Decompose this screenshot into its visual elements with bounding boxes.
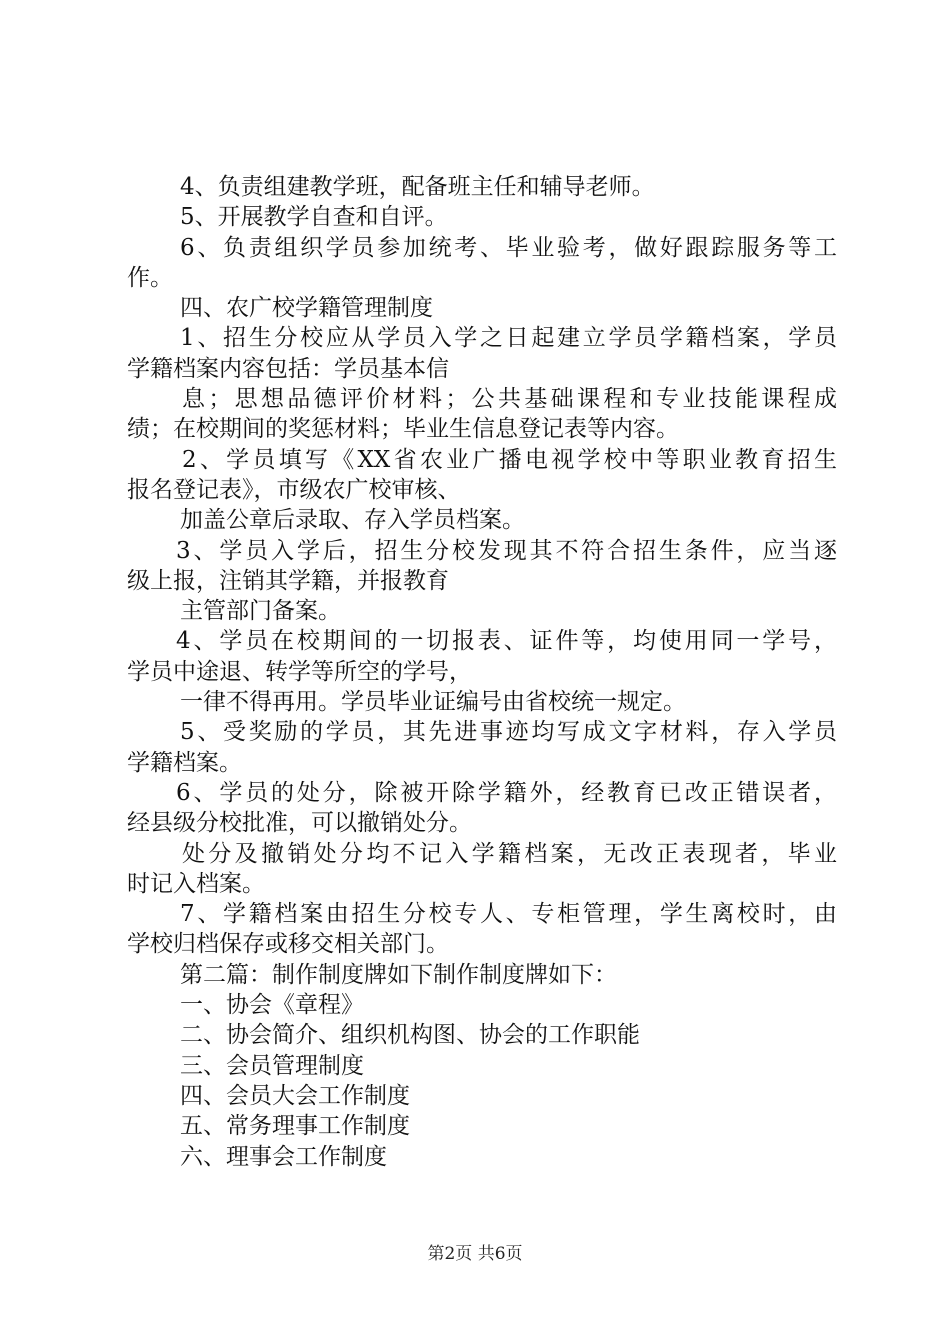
text-line: 加盖公章后录取、存入学员档案。 xyxy=(180,507,525,534)
text-line: 五、常务理事工作制度 xyxy=(180,1113,410,1140)
text-line: 1、招生分校应从学员入学之日起建立学员学籍档案，学员 xyxy=(180,325,837,352)
text-line: 5、开展教学自查和自评。 xyxy=(180,204,448,231)
text-line: 级上报，注销其学籍，并报教育 xyxy=(127,567,449,594)
document-body xyxy=(127,172,837,1172)
text-line: 三、会员管理制度 xyxy=(180,1052,364,1079)
text-line: 2、学员填写《XX省农业广播电视学校中等职业教育招生 xyxy=(182,446,837,473)
text-line: 绩；在校期间的奖惩材料；毕业生信息登记表等内容。 xyxy=(127,416,679,443)
text-line: 时记入档案。 xyxy=(127,870,265,897)
text-line: 4、学员在校期间的一切报表、证件等，均使用同一学号， xyxy=(176,628,837,655)
text-line: 六、理事会工作制度 xyxy=(180,1143,387,1170)
text-line: 3、学员入学后，招生分校发现其不符合招生条件，应当逐 xyxy=(176,537,837,564)
text-line: 处分及撤销处分均不记入学籍档案，无改正表现者，毕业 xyxy=(182,840,837,867)
text-line: 四、会员大会工作制度 xyxy=(180,1082,410,1109)
text-line: 报名登记表》，市级农广校审核、 xyxy=(127,476,461,503)
text-line: 第二篇：制作制度牌如下制作制度牌如下： xyxy=(180,961,617,988)
text-line: 学籍档案内容包括：学员基本信 xyxy=(127,355,449,382)
text-line: 学校归档保存或移交相关部门。 xyxy=(127,931,449,958)
text-line: 6、负责组织学员参加统考、毕业验考，做好跟踪服务等工 xyxy=(180,234,837,261)
text-line: 学籍档案。 xyxy=(127,749,242,776)
text-line: 一律不得再用。学员毕业证编号由省校统一规定。 xyxy=(180,689,686,716)
text-line: 6、学员的处分，除被开除学籍外，经教育已改正错误者， xyxy=(176,779,837,806)
text-line: 经县级分校批准，可以撤销处分。 xyxy=(127,810,472,837)
text-line: 4、负责组建教学班，配备班主任和辅导老师。 xyxy=(180,174,655,200)
text-line: 7、学籍档案由招生分校专人、专柜管理，学生离校时，由 xyxy=(180,901,837,928)
page-footer: 第2页 共6页 xyxy=(427,1244,523,1264)
text-line: 四、农广校学籍管理制度 xyxy=(180,295,433,322)
text-line: 二、协会简介、组织机构图、协会的工作职能 xyxy=(180,1022,640,1049)
text-line: 主管部门备案。 xyxy=(180,598,341,625)
text-line: 息；思想品德评价材料；公共基础课程和专业技能课程成 xyxy=(182,386,837,413)
text-line: 作。 xyxy=(127,264,173,291)
text-line: 一、协会《章程》 xyxy=(180,992,364,1019)
text-line: 5、受奖励的学员，其先进事迹均写成文字材料，存入学员 xyxy=(180,719,837,746)
text-line: 学员中途退、转学等所空的学号， xyxy=(127,658,472,685)
